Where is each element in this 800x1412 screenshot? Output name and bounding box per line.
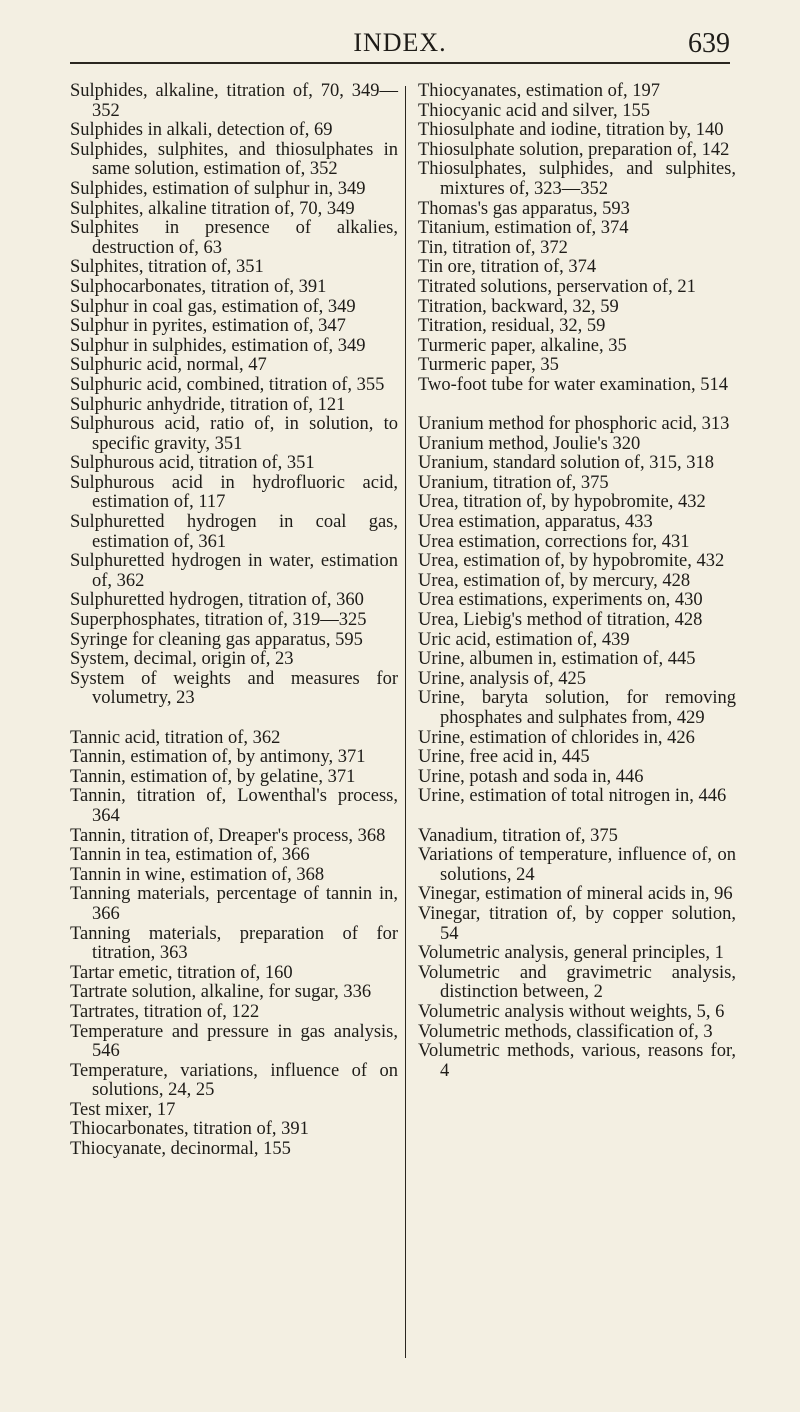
index-entry: Temperature and pressure in gas analysis, 546 xyxy=(70,1021,398,1062)
index-entry: Volumetric methods, various, reasons for, 4 xyxy=(418,1041,736,1081)
index-entry: Tartar emetic, titration of, 160 xyxy=(70,962,293,983)
index-entry: Titration, backward, 32, 59 xyxy=(418,296,619,317)
index-entry: Urine, albumen in, estimation of, 445 xyxy=(418,649,696,670)
index-entry: Titanium, estimation of, 374 xyxy=(418,218,629,239)
index-entry: Urine, free acid in, 445 xyxy=(418,747,590,768)
index-entry: Sulphuretted hydrogen, titration of, 360 xyxy=(70,590,364,611)
index-entry: Tannin, titration of, Dreaper's process, 368 xyxy=(70,825,386,846)
index-entry: Uranium method for phosphoric acid, 313 xyxy=(418,414,730,435)
index-entry: Tannin, estimation of, by antimony, 371 xyxy=(70,747,366,768)
index-column-left xyxy=(70,82,398,1160)
index-entry: Urine, potash and soda in, 446 xyxy=(418,766,644,787)
index-entry: Tannin in wine, estimation of, 368 xyxy=(70,864,325,885)
index-entry: Thiocyanate, decinormal, 155 xyxy=(70,1139,291,1160)
index-entry: Sulphides, estimation of sulphur in, 349 xyxy=(70,178,366,199)
index-entry: Vinegar, estimation of mineral acids in, 96 xyxy=(418,884,733,905)
index-entry: Urine, baryta solution, for removing phosphates and sulphates from, 429 xyxy=(418,688,736,728)
index-entry: Vinegar, titration of, by copper solution, 54 xyxy=(418,903,736,944)
index-entry: Sulphides, alkaline, titration of, 70, 349—352 xyxy=(70,81,398,121)
index-entry: Tannin in tea, estimation of, 366 xyxy=(70,845,310,866)
index-entry: Urea, Liebig's method of titration, 428 xyxy=(418,610,703,631)
index-entry: Sulphuric anhydride, titration of, 121 xyxy=(70,394,346,415)
index-entry: Superphosphates, titration of, 319—325 xyxy=(70,610,367,631)
index-entry: Tin, titration of, 372 xyxy=(418,237,568,258)
index-entry: Sulphuric acid, combined, titration of, 355 xyxy=(70,374,385,395)
index-entry: Urea estimation, corrections for, 431 xyxy=(418,531,690,552)
index-entry: Vanadium, titration of, 375 xyxy=(418,825,618,846)
index-entry: Tannin, titration of, Lowenthal's process, 364 xyxy=(70,786,398,826)
index-entry: Urea, estimation of, by hypobromite, 432 xyxy=(418,551,725,572)
index-entry: Volumetric methods, classification of, 3 xyxy=(418,1021,713,1042)
index-entry: Thiocarbonates, titration of, 391 xyxy=(70,1119,309,1140)
index-entry: Urea estimation, apparatus, 433 xyxy=(418,512,653,533)
index-entry: Sulphuric acid, normal, 47 xyxy=(70,355,267,376)
index-entry: Urine, analysis of, 425 xyxy=(418,668,587,689)
index-entry: Syringe for cleaning gas apparatus, 595 xyxy=(70,629,363,650)
index-entry: Sulphur in pyrites, estimation of, 347 xyxy=(70,316,346,337)
index-entry: Titrated solutions, perservation of, 21 xyxy=(418,276,696,297)
index-entry: Thiosulphate solution, preparation of, 142 xyxy=(418,139,730,160)
index-entry: Sulphuretted hydrogen in water, estimation of, 362 xyxy=(70,551,398,591)
index-entry: Thiosulphates, sulphides, and sulphites, mixtures of, 323—352 xyxy=(418,159,736,199)
index-entry: Temperature, variations, influence of on solutions, 24, 25 xyxy=(70,1060,398,1101)
index-entry: Volumetric and gravimetric analysis, distinction between, 2 xyxy=(418,962,736,1003)
index-entry: Tannic acid, titration of, 362 xyxy=(70,727,281,748)
index-entry: Volumetric analysis, general principles, 1 xyxy=(418,943,724,964)
running-title: INDEX. xyxy=(353,28,447,57)
index-entry: Sulphites, alkaline titration of, 70, 349 xyxy=(70,198,355,219)
index-entry: Tin ore, titration of, 374 xyxy=(418,257,597,278)
index-column-right xyxy=(418,82,736,1081)
index-entry: Sulphides in alkali, detection of, 69 xyxy=(70,120,333,141)
index-entry: Two-foot tube for water examination, 514 xyxy=(418,374,729,395)
index-entry: Sulphurous acid, ratio of, in solution, to specific gravity, 351 xyxy=(70,414,398,454)
index-entry: Sulphur in coal gas, estimation of, 349 xyxy=(70,296,356,317)
index-entry: Tannin, estimation of, by gelatine, 371 xyxy=(70,766,356,787)
index-entry: Sulphur in sulphides, estimation of, 349 xyxy=(70,335,366,356)
index-entry: Sulphites, titration of, 351 xyxy=(70,257,264,278)
index-entry: Thiosulphate and iodine, titration by, 140 xyxy=(418,120,724,141)
index-entry: Variations of temperature, influence of, on solutions, 24 xyxy=(418,845,736,885)
index-entry: Thomas's gas apparatus, 593 xyxy=(418,198,630,219)
index-entry: Thiocyanates, estimation of, 197 xyxy=(418,81,660,101)
index-entry: Turmeric paper, alkaline, 35 xyxy=(418,335,627,356)
index-entry: Sulphuretted hydrogen in coal gas, estimation of, 361 xyxy=(70,512,398,552)
index-entry: System, decimal, origin of, 23 xyxy=(70,649,294,670)
index-entry: Urine, estimation of total nitrogen in, 446 xyxy=(418,786,727,807)
index-entry: Urea, titration of, by hypobromite, 432 xyxy=(418,492,706,513)
index-entry: Uranium, standard solution of, 315, 318 xyxy=(418,453,714,474)
page-number: 639 xyxy=(688,28,730,59)
index-entry: Tanning materials, percentage of tannin in, 366 xyxy=(70,884,398,924)
index-entry: Tartrates, titration of, 122 xyxy=(70,1001,260,1022)
index-entry: Sulphites in presence of alkalies, destruction of, 63 xyxy=(70,218,398,258)
index-entry: Tanning materials, preparation of for titration, 363 xyxy=(70,923,398,964)
index-entry: Urea estimations, experiments on, 430 xyxy=(418,590,703,611)
column-divider xyxy=(405,86,406,1358)
index-entry: Test mixer, 17 xyxy=(70,1099,176,1120)
index-entry: Uranium method, Joulie's 320 xyxy=(418,433,641,454)
index-entry: Titration, residual, 32, 59 xyxy=(418,316,606,337)
index-entry: Sulphurous acid, titration of, 351 xyxy=(70,453,315,474)
index-entry: Sulphurous acid in hydrofluoric acid, estimation of, 117 xyxy=(70,472,398,513)
index-entry: Uranium, titration of, 375 xyxy=(418,472,609,493)
index-entry: Volumetric analysis without weights, 5, 6 xyxy=(418,1001,725,1022)
header-rule xyxy=(70,62,730,64)
index-entry: Thiocyanic acid and silver, 155 xyxy=(418,100,650,121)
index-entry: Urine, estimation of chlorides in, 426 xyxy=(418,727,695,748)
index-entry: Uric acid, estimation of, 439 xyxy=(418,629,630,650)
index-entry: Turmeric paper, 35 xyxy=(418,355,559,376)
index-entry: Sulphides, sulphites, and thiosulphates in same solution, estimation of, 352 xyxy=(70,139,398,180)
index-entry: Urea, estimation of, by mercury, 428 xyxy=(418,570,691,591)
index-entry: Sulphocarbonates, titration of, 391 xyxy=(70,276,327,297)
index-entry: System of weights and measures for volumetry, 23 xyxy=(70,668,398,709)
index-entry: Tartrate solution, alkaline, for sugar, 336 xyxy=(70,982,372,1003)
